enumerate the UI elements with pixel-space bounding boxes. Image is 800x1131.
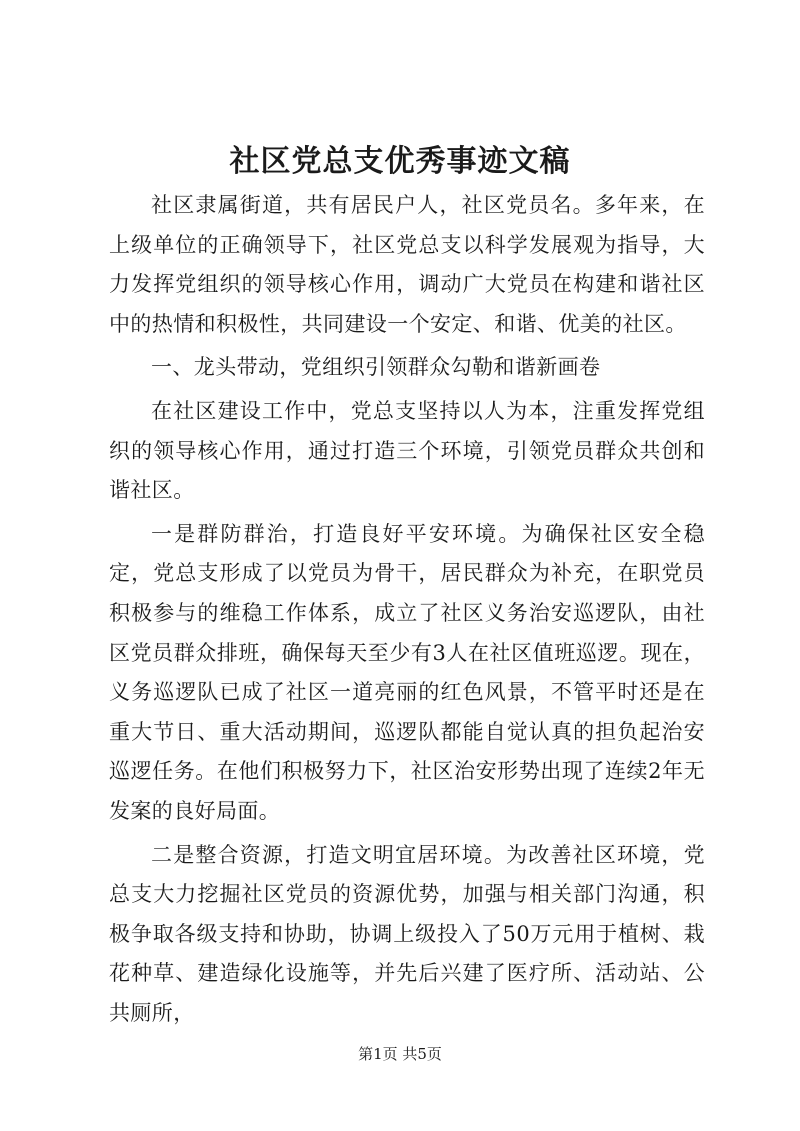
page-footer: 第1页 共5页 (358, 1045, 442, 1063)
body-paragraph: 二是整合资源，打造文明宜居环境。为改善社区环境，党总支大力挖掘社区党员的资源优势，加强与相关部门沟通，积极争取各级支持和协助，协调上级投入了50万元用于植树、栽花种草、建造绿化设施等，并先后兴建了医疗所、活动站、公共厕所， (109, 842, 705, 1025)
document-title: 社区党总支优秀事迹文稿 (229, 144, 571, 179)
section-heading: 一、龙头带动，党组织引领群众勾勒和谐新画卷 (151, 355, 601, 380)
body-paragraph: 在社区建设工作中，党总支坚持以人为本，注重发挥党组织的领导核心作用，通过打造三个环境，引领党员群众共创和谐社区。 (109, 398, 705, 503)
intro-paragraph: 社区隶属街道，共有居民户人，社区党员名。多年来，在上级单位的正确领导下，社区党总支以科学发展观为指导，大力发挥党组织的领导核心作用，调动广大党员在构建和谐社区中的热情和积极性，共同建设一个安定、和谐、优美的社区。 (109, 193, 705, 336)
document-body (109, 186, 705, 1033)
body-paragraph: 一是群防群治，打造良好平安环境。为确保社区安全稳定，党总支形成了以党员为骨干，居民群众为补充，在职党员积极参与的维稳工作体系，成立了社区义务治安巡逻队，由社区党员群众排班，确保每天至少有3人在社区值班巡逻。现在，义务巡逻队已成了社区一道亮丽的红色风景，不管平时还是在重大节日、重大活动期间，巡逻队都能自觉认真的担负起治安巡逻任务。在他们积极努力下，社区治安形势出现了连续2年无发案的良好局面。 (109, 521, 705, 823)
